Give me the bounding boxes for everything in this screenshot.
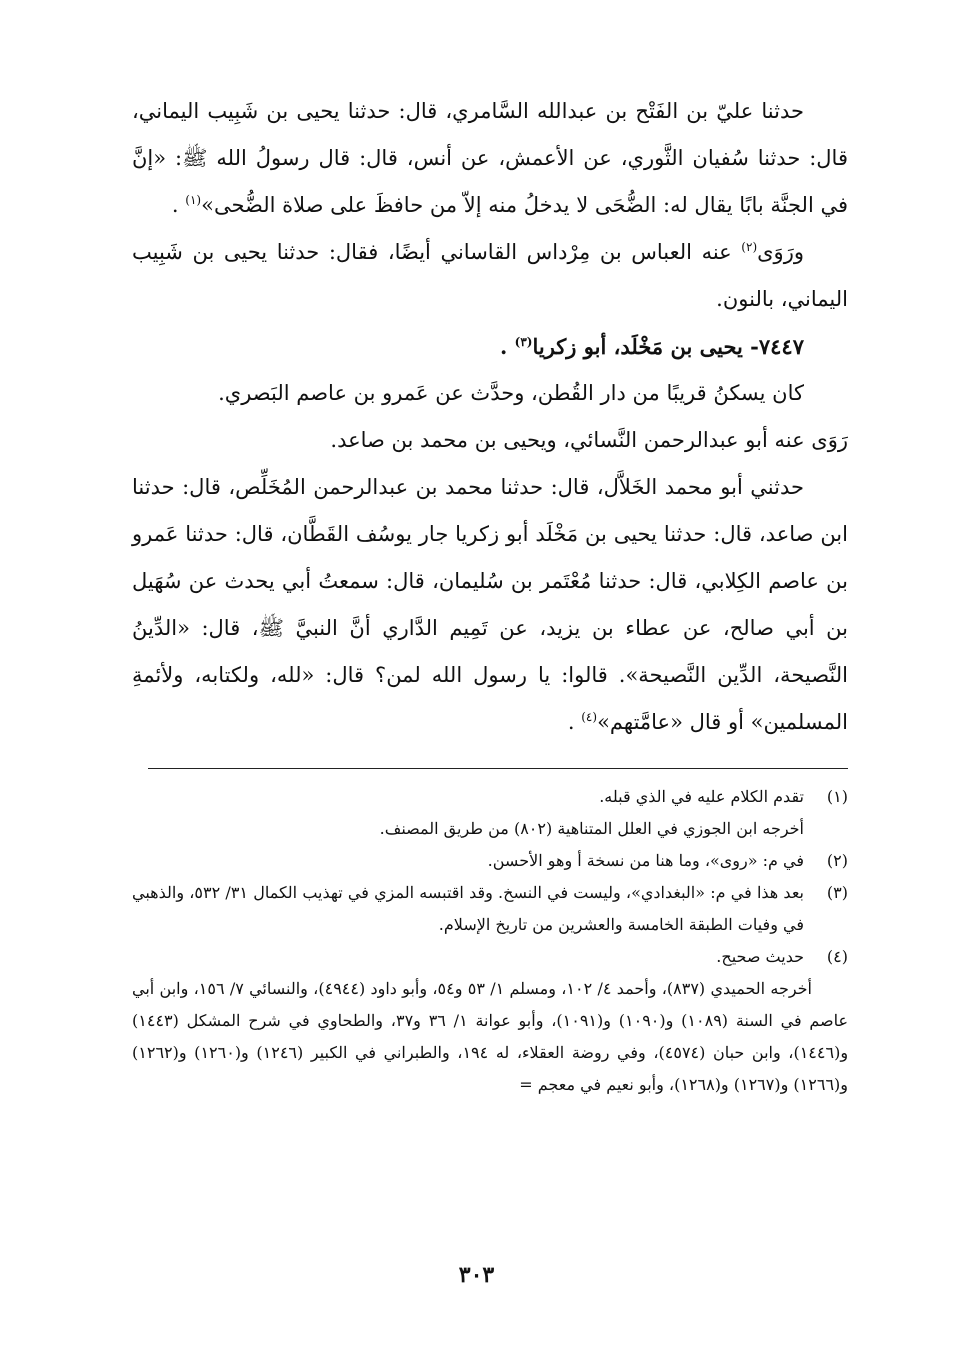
paragraph-5: حدثني أبو محمد الخَلاَّل، قال: حدثنا محمد بن عبدالرحمن المُخَلِّص، قال: حدثنا ابن صاعد، قال: حدثنا يحيى بن مَخْلَد أبو زكريا جار يوسُف القَطَّان، قال: حدثنا عَمرو بن عاصم الكِلابي، قال: حدثنا مُعْتَمر بن سُليمان، قال: سمعتُ أبي يحدث عن سُهَيل بن أبي صالح، عن عطاء بن يزيد، عن تَمِيم الدَّاري أنَّ النبيَّ ﷺ، قال: «الدِّينُ النَّصيحة، الدِّين النَّصيحة». قالوا: يا رسول الله لمن؟ قال: «لله، ولكتابه، ولأئمةِ المسلمين» أو قال «عامَّتهم»$^{(٤)}$ .	[132, 475, 848, 734]
footnote-4-continuation	[132, 973, 848, 1101]
footnote-ref-1[interactable]: (١)	[185, 193, 202, 207]
footnotes	[132, 781, 848, 1101]
paragraph-2: ورَوَى$^{(٢)}$ عنه العباس بن مِرْداس القاساني أيضًا، فقال: حدثنا يحيى بن شَبِيب اليماني، بالنون.	[132, 240, 848, 311]
paragraph-4: رَوَى عنه أبو عبدالرحمن النَّسائي، ويحيى بن محمد بن صاعد.	[330, 428, 848, 452]
page-number: ٣٠٣	[458, 1262, 495, 1288]
paragraph-3: كان يسكنُ قريبًا من دار القُطن، وحدَّث عن عَمرو بن عاصم البَصري.	[218, 381, 804, 405]
footnote-number: (١)	[826, 787, 848, 806]
footnote-number: (٤)	[826, 947, 848, 966]
footnote-3	[132, 877, 848, 941]
footnote-line: بعد هذا في م: «البغدادي»، وليست في النسخ. وقد اقتبسه المزي في تهذيب الكمال ٣١/ ٥٣٢، والذهبي في وفيات الطبقة الخامسة والعشرين من تاريخ الإسلام.	[132, 883, 804, 934]
entry-heading: ٧٤٤٧- يحيى بن مَخْلَد، أبو زكريا$^{(٣)}$ .	[500, 334, 804, 359]
footnote-line: تقدم الكلام عليه في الذي قبله.	[599, 787, 804, 806]
footnote-2	[132, 845, 848, 877]
footnote-number: (٣)	[826, 883, 848, 902]
paragraph-1: حدثنا عليّ بن الفَتْح بن عبدالله السَّامري، قال: حدثنا يحيى بن شَبِيب اليماني، قال: حدثنا سُفيان الثَّوري، عن الأعمش، عن أنس، قال: قال رسولُ الله ﷺ: «إنَّ في الجنَّة بابًا يقال له: الضُّحَى لا يدخلُ منه إلاّ من حافظَ على صلاة الضُّحى»$^{(١)}$ .	[132, 99, 848, 217]
footnote-1	[132, 781, 848, 845]
main-text	[132, 88, 848, 746]
footnote-line: في م: «روى»، وما هنا من نسخة أ وهو الأحسن.	[487, 851, 804, 870]
footnote-line: حديث صحيح.	[716, 947, 804, 966]
footnote-ref-2[interactable]: (٢)	[741, 240, 758, 254]
footnote-ref-3[interactable]: (٣)	[514, 335, 533, 349]
footnote-4	[132, 941, 848, 973]
footnote-line: أخرجه الحميدي (٨٣٧)، وأحمد ٤/ ١٠٢، ومسلم ١/ ٥٣ و٥٤، وأبو داود (٤٩٤٤)، والنسائي ٧/ ١٥٦، وابن أبي عاصم في السنة (١٠٨٩) و(١٠٩٠) و(١٠٩١)، وأبو عوانة ١/ ٣٦ و٣٧، والطحاوي في شرح المشكل (١٤٤٣) و(١٤٤٦)، وابن حبان (٤٥٧٤)، وفي روضة العقلاء، له ١٩٤، والطبراني في الكبير (١٢٤٦) و(١٢٦٠) و(١٢٦٢) و(١٢٦٦) و(١٢٦٧) و(١٢٦٨)، وأبو نعيم في معجم =	[132, 979, 849, 1094]
footnote-ref-4[interactable]: (٤)	[581, 710, 598, 724]
footnote-number: (٢)	[826, 851, 848, 870]
footnote-line: أخرجه ابن الجوزي في العلل المتناهية (٨٠٢) من طريق المصنف.	[379, 819, 804, 838]
page-body	[132, 88, 848, 1101]
footnote-divider	[148, 768, 848, 769]
